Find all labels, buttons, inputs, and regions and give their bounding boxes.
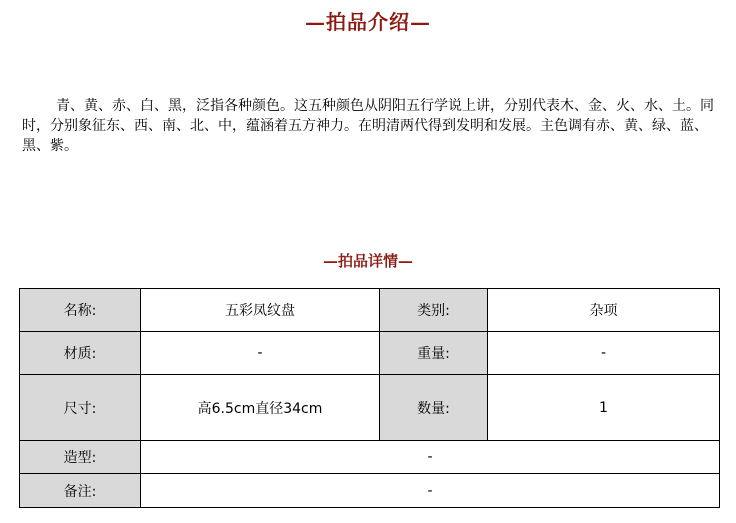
intro-title: —拍品介绍—: [305, 10, 431, 34]
table-row: [20, 474, 720, 508]
material-label: 材质:: [20, 332, 141, 375]
name-label: 名称:: [20, 289, 141, 332]
size-label: 尺寸:: [20, 375, 141, 441]
quantity-label: 数量:: [380, 375, 488, 441]
table-row: [20, 289, 720, 332]
material-value: -: [141, 332, 380, 375]
quantity-value: 1: [488, 375, 720, 441]
weight-label: 重量:: [380, 332, 488, 375]
table-row: [20, 332, 720, 375]
note-value: -: [141, 474, 720, 508]
details-title: —拍品详情—: [322, 252, 413, 270]
shape-value: -: [141, 441, 720, 474]
shape-label: 造型:: [20, 441, 141, 474]
table-row: [20, 441, 720, 474]
weight-value: -: [488, 332, 720, 375]
category-label: 类别:: [380, 289, 488, 332]
note-label: 备注:: [20, 474, 141, 508]
intro-description: 青、黄、赤、白、黑，泛指各种颜色。这五种颜色从阴阳五行学说上讲，分别代表木、金、火、水、土。同时，分别象征东、西、南、北、中，蕴涵着五方神力。在明清两代得到发明和发展。主色调有赤、黄、绿、蓝、黑、紫。: [22, 98, 714, 154]
name-value: 五彩凤纹盘: [141, 289, 380, 332]
details-table: [19, 288, 720, 508]
category-value: 杂项: [488, 289, 720, 332]
size-value: 高6.5cm直径34cm: [141, 375, 380, 441]
table-row: [20, 375, 720, 441]
